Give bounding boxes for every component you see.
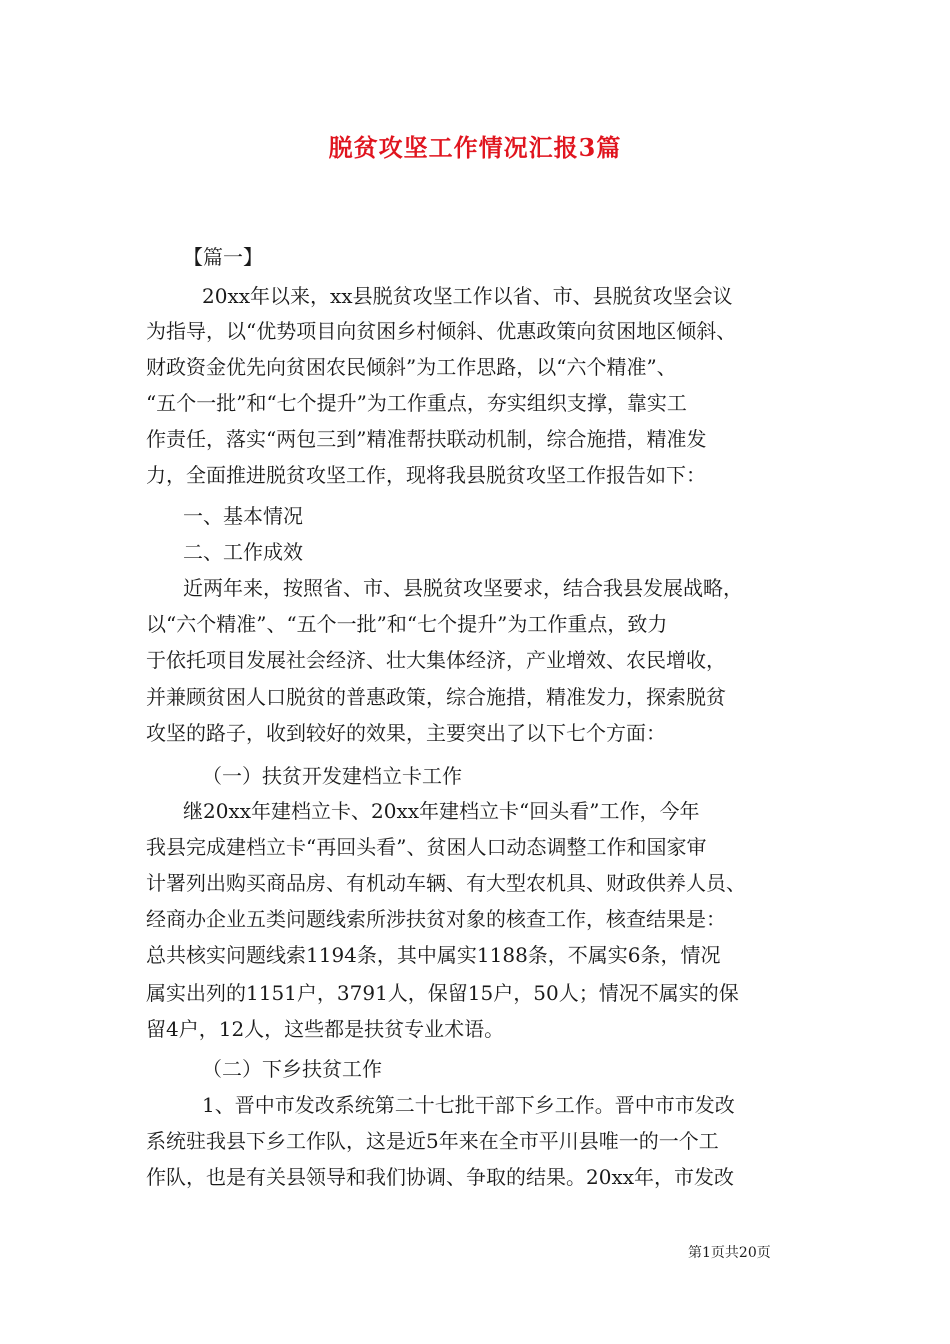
paragraph-line: 以“六个精准”、“五个一批”和“七个提升”为工作重点，致力: [146, 612, 668, 636]
page-number: 第1页共20页: [688, 1245, 771, 1261]
paragraph-line: 计署列出购买商品房、有机动车辆、有大型农机具、财政供养人员、: [146, 871, 746, 895]
paragraph-line: 财政资金优先向贫困农民倾斜”为工作思路，以“六个精准”、: [146, 355, 677, 379]
paragraph-line: 我县完成建档立卡“再回头看”、贫困人口动态调整工作和国家审: [146, 835, 707, 859]
section-label: 【篇一】: [183, 245, 263, 269]
subheading-archive-card: （一）扶贫开发建档立卡工作: [202, 764, 462, 788]
paragraph-line: 属实出列的1151户，3791人，保留15户，50人；情况不属实的保: [146, 981, 739, 1005]
paragraph-line: 并兼顾贫困人口脱贫的普惠政策，综合施措，精准发力，探索脱贫: [146, 685, 726, 709]
heading-basic-situation: 一、基本情况: [183, 504, 303, 528]
paragraph-line: 留4户，12人，这些都是扶贫专业术语。: [146, 1017, 505, 1041]
heading-work-results: 二、工作成效: [183, 540, 303, 564]
paragraph-line: 总共核实问题线索1194条，其中属实1188条，不属实6条，情况: [146, 943, 721, 967]
paragraph-line: 攻坚的路子，收到较好的效果，主要突出了以下七个方面：: [146, 721, 666, 745]
paragraph-line: “五个一批”和“七个提升”为工作重点，夯实组织支撑，靠实工: [146, 391, 687, 415]
paragraph-line: 作队，也是有关县领导和我们协调、争取的结果。20xx年，市发改: [146, 1165, 735, 1189]
paragraph-line: 系统驻我县下乡工作队，这是近5年来在全市平川县唯一的一个工: [146, 1129, 719, 1153]
paragraph-line: 于依托项目发展社会经济、壮大集体经济，产业增效、农民增收，: [146, 648, 726, 672]
paragraph-line: 20xx年以来，xx县脱贫攻坚工作以省、市、县脱贫攻坚会议: [202, 284, 733, 308]
paragraph-line: 近两年来，按照省、市、县脱贫攻坚要求，结合我县发展战略，: [183, 576, 743, 600]
paragraph-line: 作责任，落实“两包三到”精准帮扶联动机制，综合施措，精准发: [146, 427, 707, 451]
paragraph-line: 经商办企业五类问题线索所涉扶贫对象的核查工作，核查结果是：: [146, 907, 726, 931]
subheading-rural-poverty-work: （二）下乡扶贫工作: [202, 1057, 382, 1081]
paragraph-line: 力，全面推进脱贫攻坚工作，现将我县脱贫攻坚工作报告如下：: [146, 463, 706, 487]
paragraph-line: 继20xx年建档立卡、20xx年建档立卡“回头看”工作，今年: [183, 799, 700, 823]
paragraph-line: 1、晋中市发改系统第二十七批干部下乡工作。晋中市市发改: [202, 1093, 735, 1117]
paragraph-line: 为指导，以“优势项目向贫困乡村倾斜、优惠政策向贫困地区倾斜、: [146, 319, 737, 343]
document-title: 脱贫攻坚工作情况汇报3篇: [328, 133, 622, 162]
